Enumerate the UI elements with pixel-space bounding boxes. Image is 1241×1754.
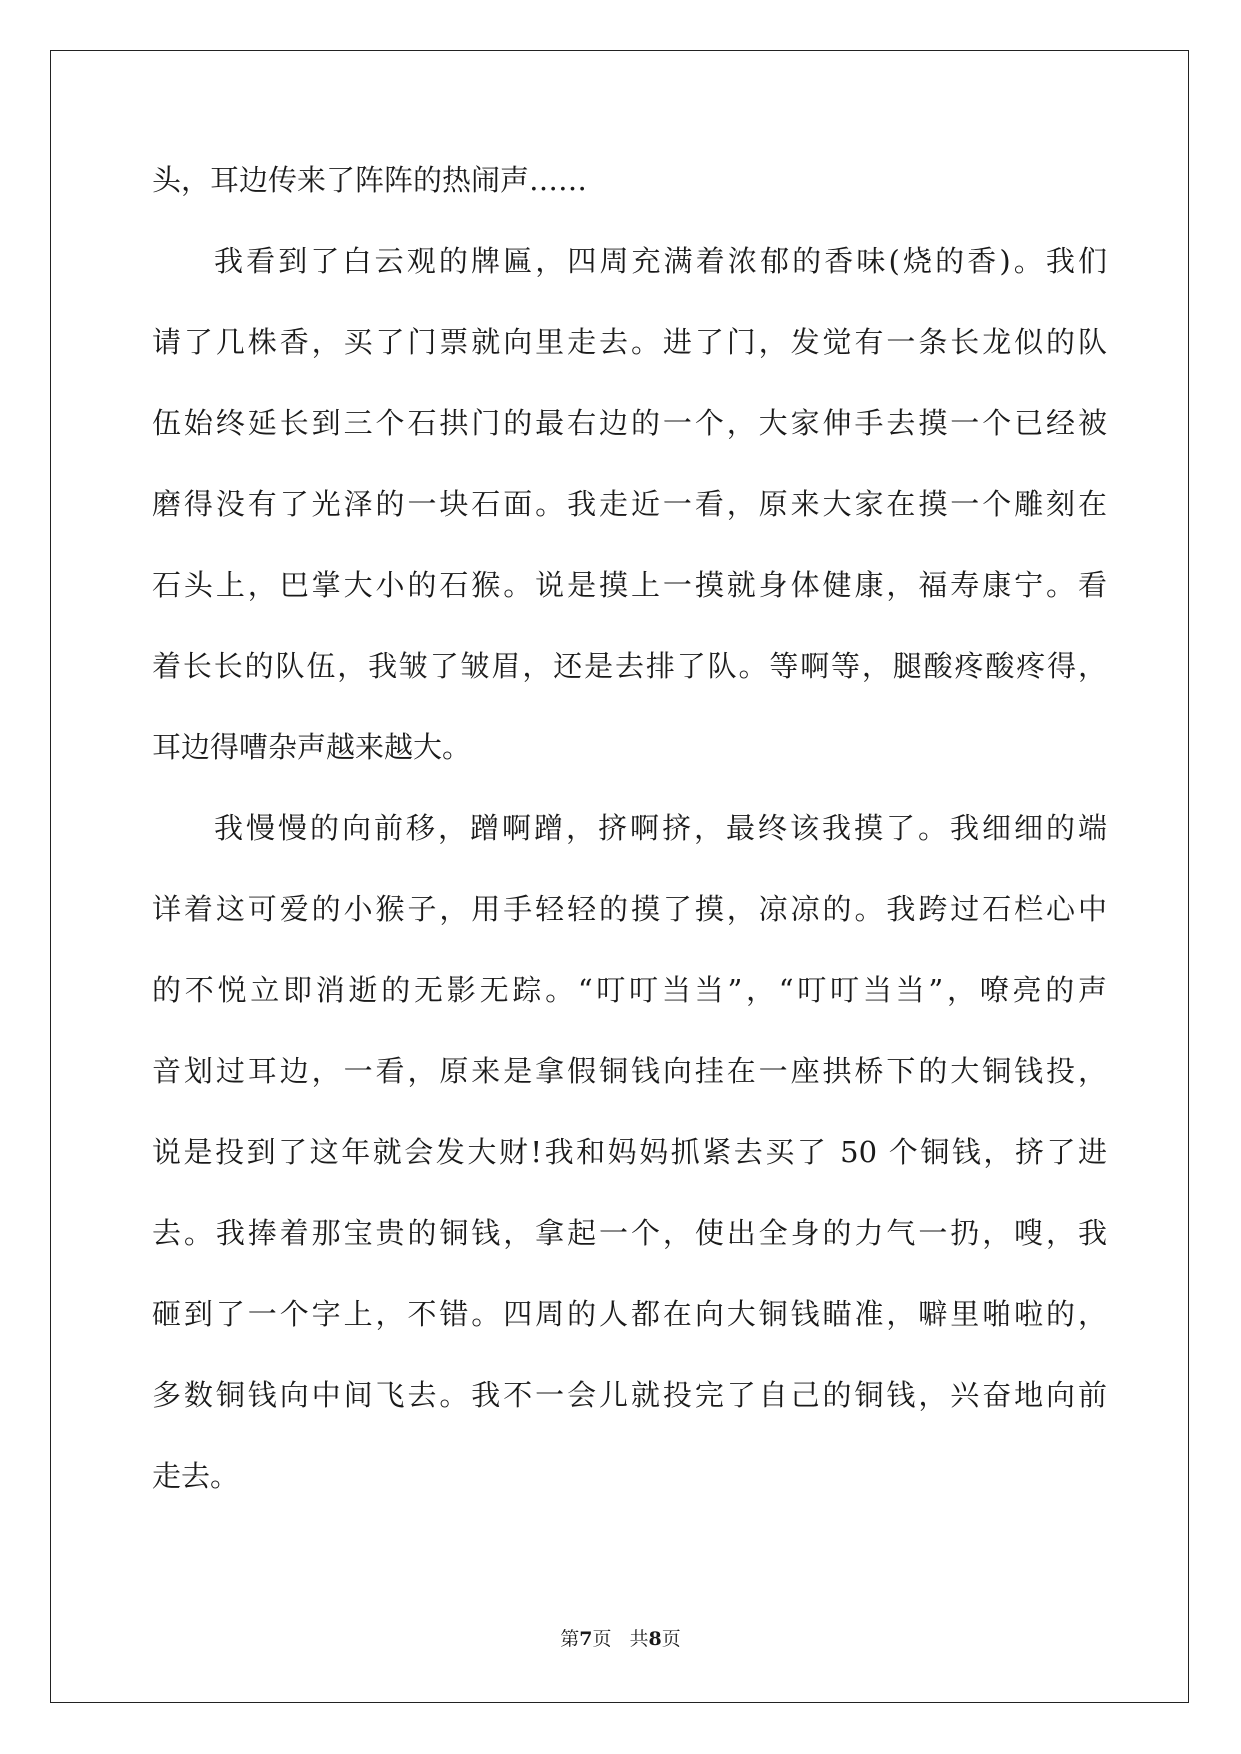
- text-line: 走去。: [152, 1459, 240, 1493]
- text-line: 磨得没有了光泽的一块石面。我走近一看，原来大家在摸一个雕刻在: [152, 487, 1107, 521]
- total-prefix: 共: [629, 1628, 649, 1650]
- page-suffix: 页: [592, 1628, 612, 1650]
- text-line: 石头上，巴掌大小的石猴。说是摸上一摸就身体健康，福寿康宁。看: [152, 568, 1107, 602]
- text-line: 的不悦立即消逝的无影无踪。“叮叮当当”，“叮叮当当”，嘹亮的声: [152, 973, 1107, 1007]
- text-line: 说是投到了这年就会发大财!我和妈妈抓紧去买了 50 个铜钱，挤了进: [152, 1135, 1107, 1169]
- document-body: [152, 164, 1107, 1541]
- current-page-number: 7: [579, 1628, 593, 1650]
- total-page-number: 8: [648, 1628, 662, 1650]
- text-line: 音划过耳边，一看，原来是拿假铜钱向挂在一座拱桥下的大铜钱投，: [152, 1054, 1107, 1088]
- text-line: 详着这可爱的小猴子，用手轻轻的摸了摸，凉凉的。我跨过石栏心中: [152, 892, 1107, 926]
- text-line: 多数铜钱向中间飞去。我不一会儿就投完了自己的铜钱，兴奋地向前: [152, 1378, 1107, 1412]
- text-line: 伍始终延长到三个石拱门的最右边的一个，大家伸手去摸一个已经被: [152, 406, 1107, 440]
- page-prefix: 第: [560, 1628, 580, 1650]
- total-suffix: 页: [661, 1628, 681, 1650]
- text-line: 砸到了一个字上，不错。四周的人都在向大铜钱瞄准，噼里啪啦的，: [152, 1297, 1107, 1331]
- text-line: 我看到了白云观的牌匾，四周充满着浓郁的香味(烧的香)。我们: [214, 244, 1107, 278]
- text-line: 我慢慢的向前移，蹭啊蹭，挤啊挤，最终该我摸了。我细细的端: [214, 811, 1107, 845]
- text-line: 耳边得嘈杂声越来越大。: [152, 730, 472, 764]
- page-number-footer: [0, 1628, 1241, 1650]
- text-line: 着长长的队伍，我皱了皱眉，还是去排了队。等啊等，腿酸疼酸疼得，: [152, 649, 1107, 683]
- text-line: 头，耳边传来了阵阵的热闹声……: [152, 163, 588, 197]
- text-line: 去。我捧着那宝贵的铜钱，拿起一个，使出全身的力气一扔，嗖，我: [152, 1216, 1107, 1250]
- text-line: 请了几株香，买了门票就向里走去。进了门，发觉有一条长龙似的队: [152, 325, 1107, 359]
